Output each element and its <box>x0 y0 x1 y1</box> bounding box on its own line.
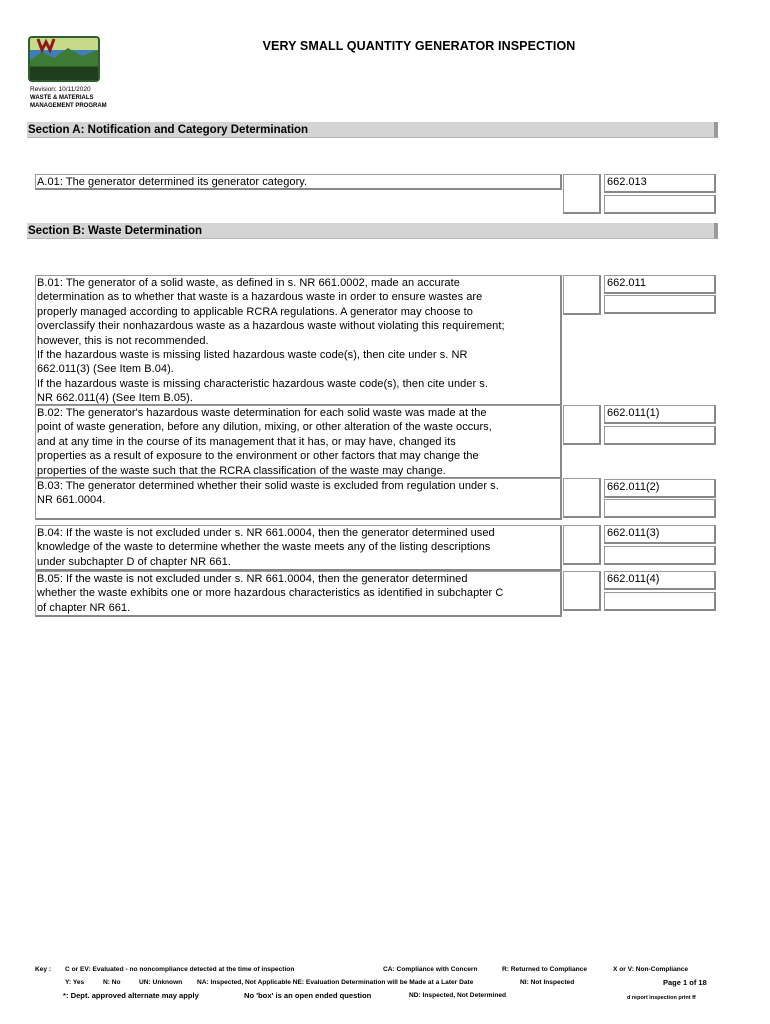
question-text-line: properties as a result of exposure to the environment or other factors that may change the <box>37 450 479 463</box>
question-text-line: NR 661.0004. <box>37 494 106 507</box>
rule-code-b01: 662.011 <box>604 275 716 294</box>
rule-code-b04: 662.011(3) <box>604 525 716 544</box>
comment-field-b02[interactable] <box>604 426 716 445</box>
question-text-line: B.01: The generator of a solid waste, as defined in s. NR 661.0002, made an accurate <box>37 277 460 289</box>
question-b05 <box>35 571 562 617</box>
program-name-line1: WASTE & MATERIALS <box>30 95 94 101</box>
key-alternate: *: Dept. approved alternate may apply <box>63 991 199 1000</box>
answer-box-b03[interactable] <box>563 478 601 518</box>
question-text-line: B.04: If the waste is not excluded under s. NR 661.0004, then the generator determined used <box>37 527 495 539</box>
question-b01 <box>35 275 562 406</box>
key-returned: R: Returned to Compliance <box>502 966 587 973</box>
question-text-line: properly managed according to applicable RCRA regulations. A generator may choose to <box>37 305 473 318</box>
question-text-line: under subchapter D of chapter NR 661. <box>37 555 231 568</box>
comment-field-a01[interactable] <box>604 195 716 214</box>
key-evaluated: C or EV: Evaluated - no noncompliance detected at the time of inspection <box>65 966 295 973</box>
answer-box-b02[interactable] <box>563 405 601 445</box>
rule-code-b03: 662.011(2) <box>604 479 716 498</box>
question-text-line: and at any time in the course of its management that it has, or may have, changed its <box>37 435 456 448</box>
rule-code-a01: 662.013 <box>604 174 716 193</box>
question-text-line: B.03: The generator determined whether their solid waste is excluded from regulation under s. <box>37 480 499 492</box>
answer-box-b04[interactable] <box>563 525 601 565</box>
question-text-line: determination as to whether that waste is a hazardous waste in order to ensure wastes are <box>37 291 483 304</box>
question-b04 <box>35 525 562 571</box>
key-not-determined: ND: Inspected, Not Determined <box>409 992 507 999</box>
question-text-line: whether the waste exhibits one or more hazardous characteristics as identified in subchapter C <box>37 587 504 600</box>
revision-date: Revision: 10/11/2020 <box>30 86 91 93</box>
answer-box-a01[interactable] <box>563 174 601 214</box>
print-tag: d report inspection print ff <box>627 995 696 1001</box>
section-a-header: Section A: Notification and Category Determination <box>27 122 718 138</box>
answer-box-b05[interactable] <box>563 571 601 611</box>
key-noncompliance: X or V: Non-Compliance <box>613 966 689 973</box>
key-not-applicable: NA: Inspected, Not Applicable NE: Evaluation Determination will be Made at a Later Date <box>197 979 474 986</box>
comment-field-b01[interactable] <box>604 295 716 314</box>
key-open-ended: No 'box' is an open ended question <box>244 991 372 1000</box>
question-text-line: B.05: If the waste is not excluded under s. NR 661.0004, then the generator determined <box>37 573 468 585</box>
comment-field-b04[interactable] <box>604 546 716 565</box>
key-compliance-concern: CA: Compliance with Concern <box>383 966 478 973</box>
key-unknown: UN: Unknown <box>139 979 183 986</box>
question-text-line: properties of the waste such that the RCRA classification of the waste may change. <box>37 464 446 477</box>
section-b-header: Section B: Waste Determination <box>27 223 718 239</box>
comment-field-b05[interactable] <box>604 592 716 611</box>
question-text-line: If the hazardous waste is missing characteristic hazardous waste code(s), then cite under s. <box>37 377 488 390</box>
question-a01 <box>35 174 562 190</box>
question-text-line: If the hazardous waste is missing listed hazardous waste code(s), then cite under s. NR <box>37 349 468 362</box>
question-text-line: of chapter NR 661. <box>37 601 131 614</box>
key-yes: Y: Yes <box>65 979 85 986</box>
question-text-line: point of waste generation, before any dilution, mixing, or other alteration of the waste occurs, <box>37 421 492 434</box>
question-text-line: overclassify their nonhazardous waste as a hazardous waste without violating this requirement; <box>37 320 505 333</box>
question-text-line: NR 662.011(4) (See Item B.05). <box>37 392 193 405</box>
question-text-line: A.01: The generator determined its generator category. <box>37 176 308 188</box>
rule-code-b05: 662.011(4) <box>604 571 716 590</box>
rule-code-b02: 662.011(1) <box>604 405 716 424</box>
question-text-line: 662.011(3) (See Item B.04). <box>37 363 174 376</box>
question-text-line: knowledge of the waste to determine whether the waste meets any of the listing descriptions <box>37 541 491 554</box>
page-number: Page 1 of 18 <box>663 978 707 987</box>
question-text-line: however, this is not recommended. <box>37 334 209 347</box>
question-text-line: B.02: The generator's hazardous waste determination for each solid waste was made at the <box>37 407 487 419</box>
key-no: N: No <box>103 979 121 986</box>
answer-box-b01[interactable] <box>563 275 601 315</box>
program-name-line2: MANAGEMENT PROGRAM <box>30 103 107 109</box>
question-b03 <box>35 478 562 520</box>
key-label: Key : <box>35 966 52 973</box>
comment-field-b03[interactable] <box>604 499 716 518</box>
key-not-inspected: NI: Not Inspected <box>520 979 575 986</box>
page-title: VERY SMALL QUANTITY GENERATOR INSPECTION <box>262 39 576 53</box>
question-b02 <box>35 405 562 479</box>
